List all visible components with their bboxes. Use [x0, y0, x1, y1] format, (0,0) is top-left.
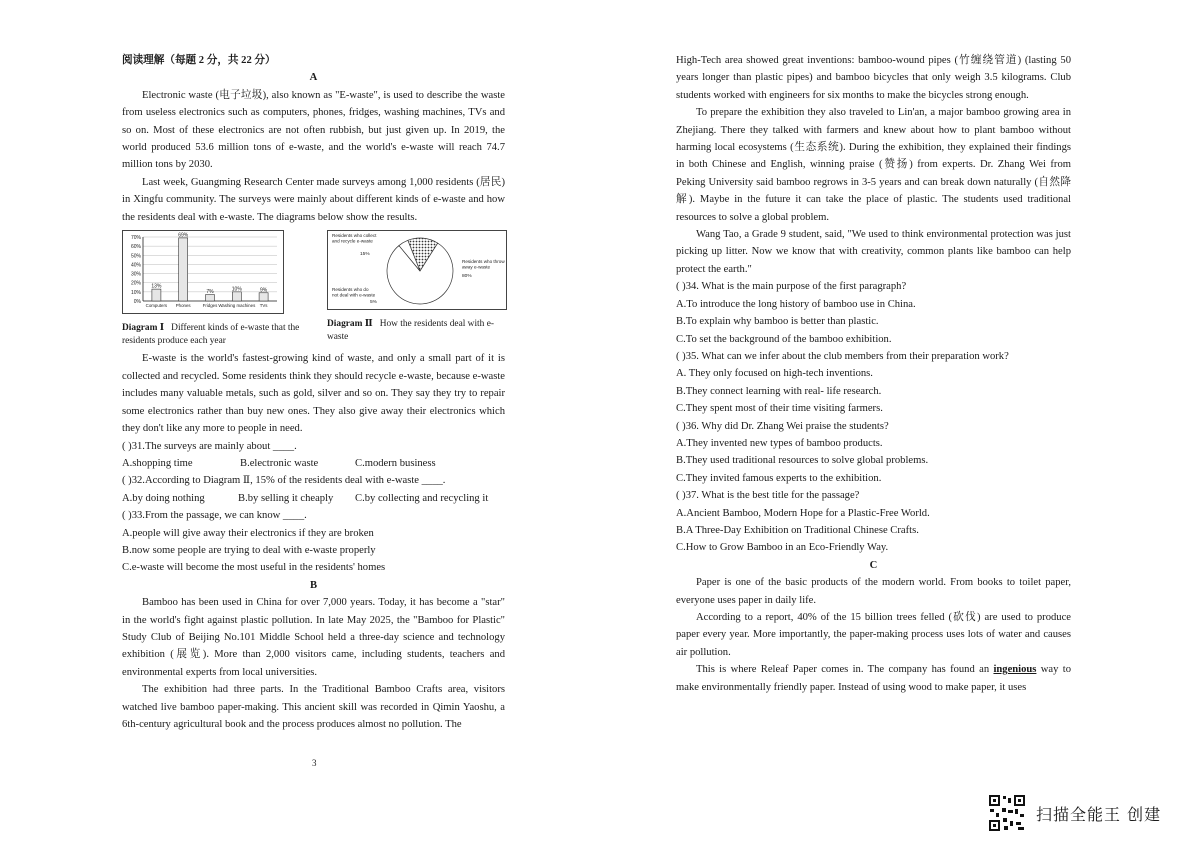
option-32c: C.by collecting and recycling it	[355, 492, 489, 504]
option-32b: B.by selling it cheaply	[238, 492, 334, 504]
x-tick-label: TVs	[259, 303, 268, 309]
diagram-1-caption-label: Diagram Ⅰ	[122, 323, 165, 334]
diagram-1	[122, 230, 300, 348]
pie-percent-label: 15%	[360, 252, 370, 258]
bar	[179, 238, 188, 301]
question-34: ( )34. What is the main purpose of the first paragraph?	[676, 281, 907, 293]
bar-data-label: 7%	[206, 289, 214, 296]
pie-percent-label: 5%	[370, 300, 377, 306]
y-tick-label: 50%	[130, 253, 141, 260]
diagram-2	[327, 230, 505, 348]
option-37c: C.How to Grow Bamboo in an Eco-Friendly Way.	[676, 542, 889, 554]
y-tick-label: 10%	[130, 289, 141, 296]
x-tick-label: Fridges	[202, 303, 218, 309]
bar	[206, 295, 215, 301]
option-37a: A.Ancient Bamboo, Modern Hope for a Plastic-Free World.	[676, 507, 930, 519]
option-33c: C.e-waste will become the most useful in the residents' homes	[122, 562, 386, 574]
question-35: ( )35. What can we infer about the club members from their preparation work?	[676, 350, 1009, 362]
passage-b-paragraph-1: Bamboo has been used in China for over 7,000 years. Today, it has become a "star" in the world's fight against plastic pollution. In late May 2025, the "Bamboo for Plastic" Study Club of Beijing No.101 Middle School held a three-day science and technology exhibition (展览). More than 2,000 visitors came, including students, teachers and environmental experts from local universities.	[122, 597, 505, 678]
diagram-2-caption	[327, 318, 505, 344]
question-37: ( )37. What is the best title for the passage?	[676, 490, 860, 502]
y-tick-label: 0%	[133, 299, 141, 306]
y-tick-label: 20%	[130, 280, 141, 287]
option-36b: B.They used traditional resources to solve global problems.	[676, 455, 929, 467]
underlined-word: ingenious	[993, 664, 1037, 676]
pie-percent-label: 80%	[462, 274, 472, 280]
x-tick-label: Computers	[145, 303, 168, 309]
passage-b-paragraph-2: The exhibition had three parts. In the Traditional Bamboo Crafts area, visitors watched live bamboo paper-making. This ancient skill was recorded in Qimin Yaoshu, a 6th-century agricultural book and the process produces almost no pollution. The	[122, 684, 505, 730]
option-33b: B.now some people are trying to deal with e-waste properly	[122, 544, 376, 556]
section-a-title: A	[309, 72, 318, 84]
diagram-2-caption-text: How the residents deal with e-waste	[327, 319, 494, 343]
scanner-brand-text: 扫描全能王 创建	[1036, 804, 1162, 824]
option-37b: B.A Three-Day Exhibition on Traditional Chinese Crafts.	[676, 524, 919, 536]
diagram-1-caption-text: Different kinds of e-waste that the residents produce each year	[122, 323, 300, 347]
diagrams-row	[122, 230, 505, 348]
bar-chart	[122, 230, 284, 314]
passage-c-paragraph-1: Paper is one of the basic products of the modern world. From books to toilet paper, everyone uses paper in daily life.	[676, 577, 1071, 606]
passage-b-paragraph-2-continued: High-Tech area showed great inventions: bamboo-wound pipes (竹缠绕管道) (lasting 50 years longer than plastic pipes) and bamboo bicycles that only weigh 3.5 kilograms. Club students worked with engineers for six months to make the bicycles strong enough.	[676, 55, 1071, 101]
option-33a: A.people will give away their electronics if they are broken	[122, 527, 374, 539]
diagram-1-caption	[122, 322, 300, 348]
pie-legend-label: away e-waste	[462, 264, 491, 270]
passage-b-paragraph-4: Wang Tao, a Grade 9 student, said, "We used to think environmental protection was just picking up litter. Now we know that with creativity, common plants like bamboo can help protect the earth."	[676, 229, 1071, 275]
pie-legend-label: Residents who do	[332, 287, 369, 293]
option-31b: B.electronic waste	[240, 457, 319, 469]
question-36: ( )36. Why did Dr. Zhang Wei praise the students?	[676, 420, 889, 432]
option-35a: A. They only focused on high-tech inventions.	[676, 368, 873, 380]
option-36c: C.They invited famous experts to the exhibition.	[676, 472, 882, 484]
passage-a-paragraph-2: Last week, Guangming Research Center made surveys among 1,000 residents (居民) in Xingfu community. The surveys were mainly about different kinds of e-waste and how the residents deal with e-waste. The diagrams below show the results.	[122, 176, 505, 223]
question-31-options	[122, 455, 505, 472]
section-c-title: C	[869, 559, 878, 571]
bar	[232, 292, 241, 301]
passage-c-text-1: This is where Releaf Paper comes in. The company has found an	[696, 664, 994, 676]
pie-legend-label: Residents who collect	[332, 233, 377, 239]
right-column	[676, 52, 1071, 696]
option-34c: C.To set the background of the bamboo exhibition.	[676, 333, 892, 345]
question-32-options	[122, 490, 505, 507]
passage-a-paragraph-1: Electronic waste (电子垃圾), also known as "E-waste", is used to describe the waste from useless electronics such as computers, phones, fridges, washing machines, TVs and so on. Most of these electronics are not often rubbish, but just given up. In 2019, the world produced 53.6 million tons of e-waste, and the world's e-waste will reach 74.7 million tons by 2030.	[122, 89, 505, 171]
option-35b: B.They connect learning with real- life research.	[676, 385, 882, 397]
x-tick-label: Phones	[175, 303, 191, 309]
left-column	[122, 52, 505, 733]
question-31: ( )31.The surveys are mainly about ____.	[122, 440, 297, 452]
y-tick-label: 30%	[130, 271, 141, 278]
option-34b: B.To explain why bamboo is better than plastic.	[676, 316, 879, 328]
bar-data-label: 9%	[259, 287, 268, 294]
y-tick-label: 60%	[130, 244, 141, 251]
option-35c: C.They spent most of their time visiting farmers.	[676, 403, 883, 415]
option-36a: A.They invented new types of bamboo products.	[676, 437, 883, 449]
page-number: 3	[312, 758, 317, 768]
x-tick-label: Washing machines	[218, 303, 256, 309]
passage-c-paragraph-2: According to a report, 40% of the 15 billion trees felled (砍伐) are used to produce paper every year. More importantly, the paper-making process uses lots of water and causes air pollution.	[676, 612, 1071, 658]
bar	[152, 289, 161, 301]
question-33: ( )33.From the passage, we can know ____.	[122, 510, 307, 522]
bar-data-label: 13%	[151, 283, 162, 290]
question-32: ( )32.According to Diagram Ⅱ, 15% of the residents deal with e-waste ____.	[122, 475, 446, 487]
y-tick-label: 40%	[130, 262, 141, 269]
bar-data-label: 10%	[231, 286, 242, 293]
option-31a: A.shopping time	[122, 457, 193, 469]
option-32a: A.by doing nothing	[122, 492, 205, 504]
qr-code-icon	[988, 794, 1026, 832]
option-34a: A.To introduce the long history of bamboo use in China.	[676, 298, 916, 310]
option-31c: C.modern business	[355, 457, 436, 469]
bar-data-label: 69%	[178, 232, 189, 239]
pie-legend-label: and recycle e-waste	[332, 238, 373, 244]
pie-chart	[327, 230, 507, 310]
y-tick-label: 70%	[130, 235, 141, 242]
diagram-2-caption-label: Diagram Ⅱ	[327, 319, 373, 330]
passage-c-paragraph-3	[676, 661, 1071, 696]
passage-c-text-2: way to make environmentally friendly paper. Instead of using wood to make paper, it uses	[676, 664, 1071, 693]
pie-legend-label: not deal with e-waste	[332, 292, 376, 298]
pie-legend-label: Residents who throw	[462, 259, 505, 265]
section-header: 阅读理解（每题 2 分，共 22 分）	[122, 55, 276, 66]
scanner-watermark	[988, 794, 1161, 832]
passage-b-paragraph-3: To prepare the exhibition they also traveled to Lin'an, a major bamboo growing area in Zhejiang. There they talked with farmers and knew about how to plant bamboo without harming local ecosystems (生态系统). During the exhibition, they explained their findings in both Chinese and English, winning praise (赞扬) from experts. Dr. Zhang Wei from Peking University said bamboo regrows in 3-5 years and can break down naturally (自然降解). Maybe in the future it can take the place of plastic. The students used traditional resources to solve a global problem.	[676, 107, 1071, 223]
section-b-title: B	[309, 579, 318, 591]
passage-a-paragraph-3: E-waste is the world's fastest-growing kind of waste, and only a small part of it is collected and recycled. Some residents think they should recycle e-waste, because e-waste includes many valuable metals, such as gold, silver and so on. They say they try to repair some electronics rather than buy new ones. They also give away their electronics which they don't like any more to people in need.	[122, 353, 505, 435]
bar	[259, 293, 268, 301]
